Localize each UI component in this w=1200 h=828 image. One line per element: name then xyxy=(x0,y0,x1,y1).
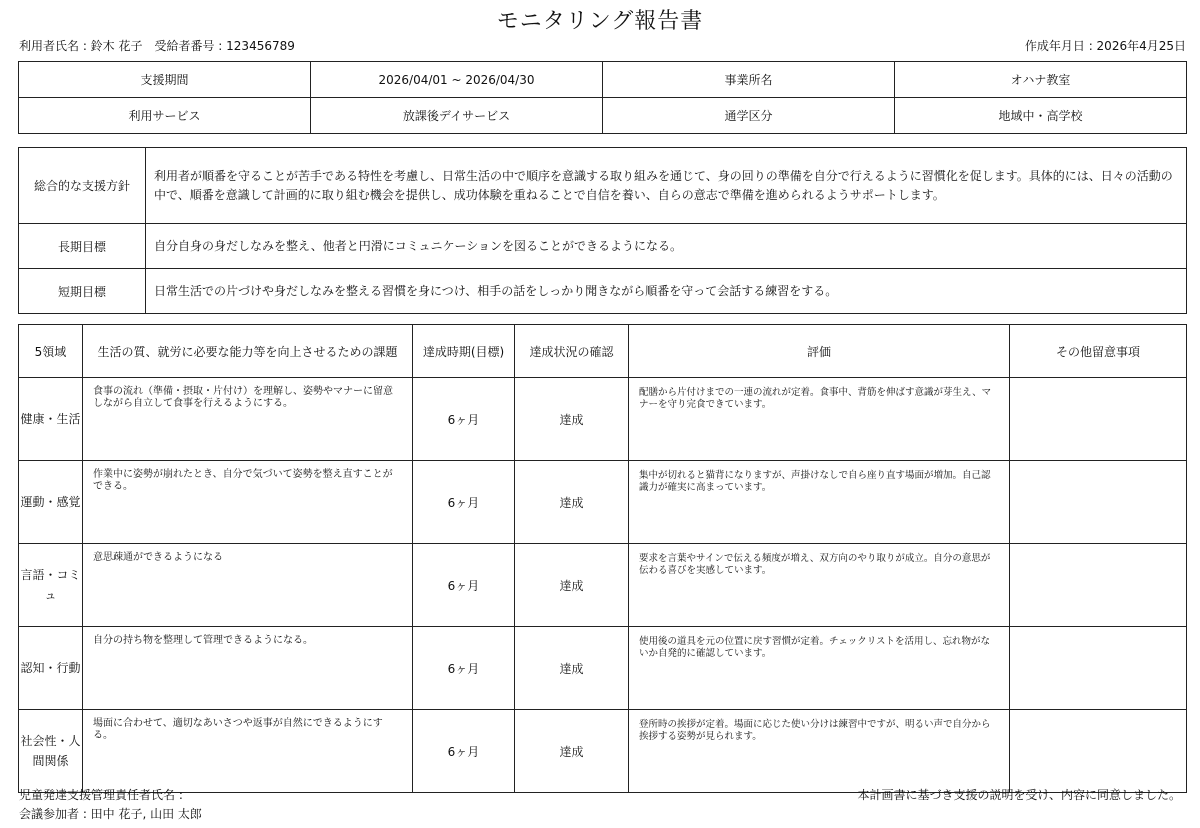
task-cell: 場面に合わせて、適切なあいさつや返事が自然にできるようにする。 xyxy=(83,710,413,793)
domain-cell: 社会性・人間関係 xyxy=(19,710,83,793)
consent-statement: 本計画書に基づき支援の説明を受け、内容に同意しました。 xyxy=(857,788,1181,802)
note-cell xyxy=(1010,544,1187,627)
note-cell xyxy=(1010,627,1187,710)
evaluation-cell: 登所時の挨拶が定着。場面に応じた使い分けは練習中ですが、明るい声で自分から挨拶する姿勢が見られます。 xyxy=(629,710,1010,793)
table-header-row xyxy=(19,325,1187,378)
period-label: 支援期間 xyxy=(19,62,311,98)
school-label: 通学区分 xyxy=(603,98,895,134)
table-row xyxy=(19,378,1187,461)
period-cell: 6ヶ月 xyxy=(413,461,515,544)
status-cell: 達成 xyxy=(515,378,629,461)
overall-policy-label: 総合的な支援方針 xyxy=(19,148,146,224)
user-info: 利用者氏名 : 鈴木 花子 受給者番号 : 123456789 xyxy=(19,39,295,53)
status-cell: 達成 xyxy=(515,544,629,627)
goals-table xyxy=(18,324,1187,793)
column-header: 5領域 xyxy=(19,325,83,378)
office-label: 事業所名 xyxy=(603,62,895,98)
manager-name: 児童発達支援管理責任者氏名 : xyxy=(19,788,183,802)
status-cell: 達成 xyxy=(515,461,629,544)
domain-cell: 認知・行動 xyxy=(19,627,83,710)
note-cell xyxy=(1010,710,1187,793)
table-row xyxy=(19,710,1187,793)
page-title: モニタリング報告書 xyxy=(496,9,704,34)
created-date: 作成年月日 : 2026年4月25日 xyxy=(1024,39,1186,53)
table-row xyxy=(19,461,1187,544)
note-cell xyxy=(1010,378,1187,461)
status-cell: 達成 xyxy=(515,710,629,793)
column-header: 達成時期(目標) xyxy=(413,325,515,378)
note-cell xyxy=(1010,461,1187,544)
column-header: 達成状況の確認 xyxy=(515,325,629,378)
info-table xyxy=(18,61,1187,134)
task-cell: 意思疎通ができるようになる xyxy=(83,544,413,627)
participants: 会議参加者 : 田中 花子, 山田 太郎 xyxy=(19,807,202,821)
evaluation-cell: 要求を言葉やサインで伝える頻度が増え、双方向のやり取りが成立。自分の意思が伝わる喜びを実感しています。 xyxy=(629,544,1010,627)
domain-cell: 健康・生活 xyxy=(19,378,83,461)
period-cell: 6ヶ月 xyxy=(413,544,515,627)
evaluation-cell: 使用後の道具を元の位置に戻す習慣が定着。チェックリストを活用し、忘れ物がないか自発的に確認しています。 xyxy=(629,627,1010,710)
table-row xyxy=(19,544,1187,627)
task-cell: 作業中に姿勢が崩れたとき、自分で気づいて姿勢を整え直すことができる。 xyxy=(83,461,413,544)
period-cell: 6ヶ月 xyxy=(413,710,515,793)
column-header: その他留意事項 xyxy=(1010,325,1187,378)
period-value: 2026/04/01 ~ 2026/04/30 xyxy=(311,62,603,98)
school-value: 地域中・高学校 xyxy=(895,98,1187,134)
evaluation-cell: 集中が切れると猫背になりますが、声掛けなしで自ら座り直す場面が増加。自己認識力が確実に高まっています。 xyxy=(629,461,1010,544)
table-row xyxy=(19,627,1187,710)
status-cell: 達成 xyxy=(515,627,629,710)
service-label: 利用サービス xyxy=(19,98,311,134)
long-term-goal-text: 自分自身の身だしなみを整え、他者と円滑にコミュニケーションを図ることができるようになる。 xyxy=(146,224,1187,269)
long-term-goal-label: 長期目標 xyxy=(19,224,146,269)
service-value: 放課後デイサービス xyxy=(311,98,603,134)
domain-cell: 運動・感覚 xyxy=(19,461,83,544)
period-cell: 6ヶ月 xyxy=(413,378,515,461)
domain-cell: 言語・コミュ xyxy=(19,544,83,627)
short-term-goal-text: 日常生活での片づけや身だしなみを整える習慣を身につけ、相手の話をしっかり聞きながら順番を守って会話する練習をする。 xyxy=(146,269,1187,314)
column-header: 評価 xyxy=(629,325,1010,378)
overall-policy-text: 利用者が順番を守ることが苦手である特性を考慮し、日常生活の中で順序を意識する取り組みを通じて、身の回りの準備を自分で行えるように習慣化を促します。具体的には、日々の活動の中で、順番を意識して計画的に取り組む機会を提供し、成功体験を重ねることで自信を養い、自らの意志で準備を進められるようサポートします。 xyxy=(146,148,1187,224)
short-term-goal-label: 短期目標 xyxy=(19,269,146,314)
period-cell: 6ヶ月 xyxy=(413,627,515,710)
task-cell: 自分の持ち物を整理して管理できるようになる。 xyxy=(83,627,413,710)
evaluation-cell: 配膳から片付けまでの一連の流れが定着。食事中、背筋を伸ばす意識が芽生え、マナーを守り完食できています。 xyxy=(629,378,1010,461)
task-cell: 食事の流れ（準備・摂取・片付け）を理解し、姿勢やマナーに留意しながら自立して食事を行えるようにする。 xyxy=(83,378,413,461)
policy-table xyxy=(18,147,1187,314)
column-header: 生活の質、就労に必要な能力等を向上させるための課題 xyxy=(83,325,413,378)
office-value: オハナ教室 xyxy=(895,62,1187,98)
